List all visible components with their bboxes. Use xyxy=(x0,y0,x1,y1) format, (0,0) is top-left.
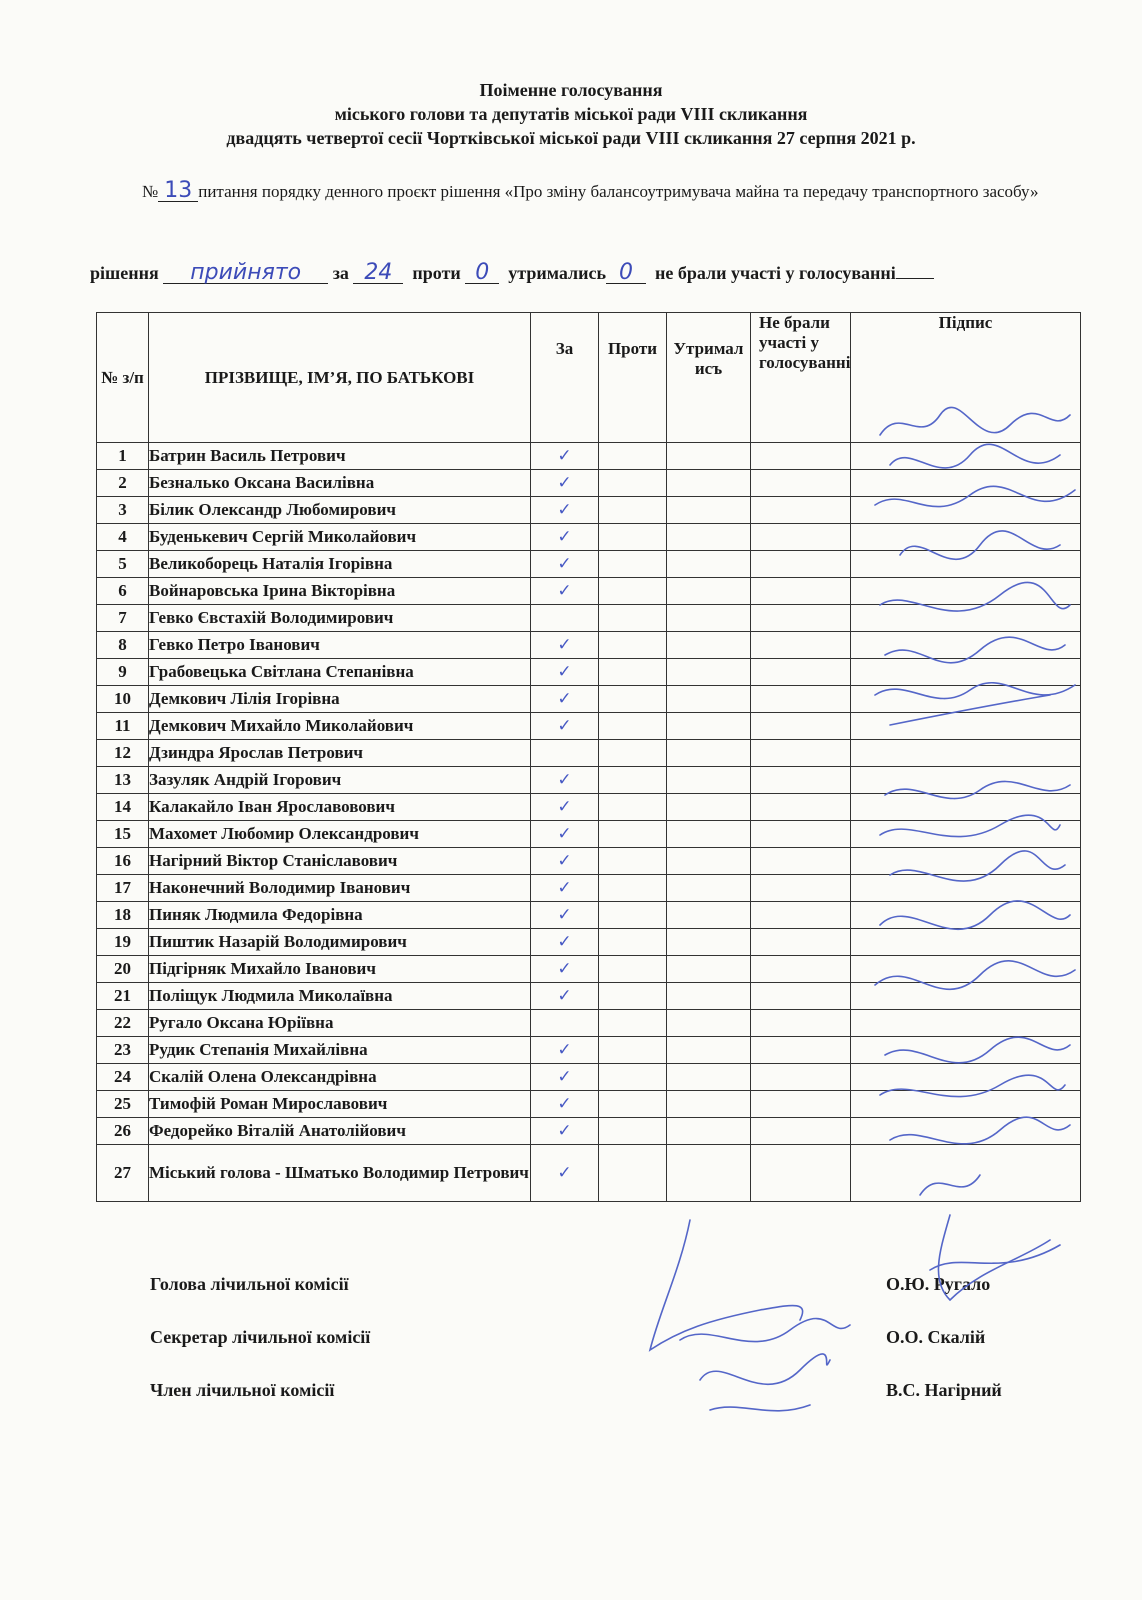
secretary-name: О.О. Скалій xyxy=(886,1327,986,1347)
vote-for-mark: ✓ xyxy=(531,497,599,524)
signature-cell xyxy=(851,821,1081,848)
vote-absent-cell xyxy=(751,605,851,632)
vote-for-mark: ✓ xyxy=(531,686,599,713)
col-absent: Не брали участі у голосуванні xyxy=(751,313,851,443)
vote-for-mark: ✓ xyxy=(531,578,599,605)
member-name: Гевко Петро Іванович xyxy=(149,632,531,659)
table-row xyxy=(97,686,1081,713)
row-number: 21 xyxy=(97,983,149,1010)
row-number: 11 xyxy=(97,713,149,740)
vote-abstain-cell xyxy=(667,659,751,686)
vote-absent-cell xyxy=(751,821,851,848)
vote-for-mark: ✓ xyxy=(531,1118,599,1145)
vote-for-mark: ✓ xyxy=(531,551,599,578)
vote-absent-cell xyxy=(751,470,851,497)
vote-for-mark: ✓ xyxy=(531,821,599,848)
header-subtitle: міського голови та депутатів міської ради VIII скликання xyxy=(334,104,808,124)
vote-against-cell xyxy=(599,686,667,713)
vote-against-cell xyxy=(599,551,667,578)
table-row xyxy=(97,470,1081,497)
member-name: Безналько Оксана Василівна xyxy=(149,470,531,497)
header-session: двадцять четвертої сесії Чортківської міської ради VIII скликання 27 серпня 2021 р. xyxy=(226,128,916,148)
vote-against-cell xyxy=(599,956,667,983)
vote-for-mark: ✓ xyxy=(531,443,599,470)
vote-for-mark: ✓ xyxy=(531,983,599,1010)
vote-absent-cell xyxy=(751,767,851,794)
vote-absent-cell xyxy=(751,686,851,713)
col-name: ПРІЗВИЩЕ, ІМ’Я, ПО БАТЬКОВІ xyxy=(149,313,531,443)
vote-against-cell xyxy=(599,497,667,524)
col-against: Проти xyxy=(599,313,667,443)
vote-abstain-cell xyxy=(667,848,751,875)
row-number: 1 xyxy=(97,443,149,470)
member-name: Рудик Степанія Михайлівна xyxy=(149,1037,531,1064)
vote-for-mark: ✓ xyxy=(531,659,599,686)
row-number: 8 xyxy=(97,632,149,659)
vote-absent-cell xyxy=(751,524,851,551)
vote-absent-cell xyxy=(751,1037,851,1064)
vote-against-cell xyxy=(599,1091,667,1118)
vote-absent-cell xyxy=(751,1118,851,1145)
row-number: 23 xyxy=(97,1037,149,1064)
vote-for-mark: ✓ xyxy=(531,794,599,821)
signature-cell xyxy=(851,470,1081,497)
vote-against-cell xyxy=(599,1037,667,1064)
vote-abstain-cell xyxy=(667,686,751,713)
for-value: 24 xyxy=(353,263,403,284)
commission-signatures xyxy=(620,1210,1080,1450)
row-number: 14 xyxy=(97,794,149,821)
row-number: 9 xyxy=(97,659,149,686)
vote-abstain-cell xyxy=(667,632,751,659)
vote-abstain-cell xyxy=(667,524,751,551)
vote-abstain-cell xyxy=(667,983,751,1010)
document-header xyxy=(0,78,1142,150)
table-row xyxy=(97,848,1081,875)
vote-absent-cell xyxy=(751,983,851,1010)
row-number: 25 xyxy=(97,1091,149,1118)
member-name: Калакайло Іван Ярославовович xyxy=(149,794,531,821)
member-name: Войнаровська Ірина Вікторівна xyxy=(149,578,531,605)
vote-for-mark: ✓ xyxy=(531,875,599,902)
member-name: Підгірняк Михайло Іванович xyxy=(149,956,531,983)
vote-for-mark: ✓ xyxy=(531,1064,599,1091)
vote-absent-cell xyxy=(751,848,851,875)
for-label: за xyxy=(332,263,349,283)
signature-cell xyxy=(851,740,1081,767)
vote-abstain-cell xyxy=(667,551,751,578)
table-row xyxy=(97,632,1081,659)
absent-label: не брали участі у голосуванні xyxy=(655,263,896,283)
signature-cell xyxy=(851,686,1081,713)
vote-absent-cell xyxy=(751,443,851,470)
vote-against-cell xyxy=(599,632,667,659)
signature-cell xyxy=(851,794,1081,821)
vote-against-cell xyxy=(599,659,667,686)
vote-abstain-cell xyxy=(667,821,751,848)
vote-abstain-cell xyxy=(667,1010,751,1037)
vote-table xyxy=(96,312,1081,1202)
table-row xyxy=(97,740,1081,767)
table-row xyxy=(97,605,1081,632)
table-row xyxy=(97,929,1081,956)
row-number: 16 xyxy=(97,848,149,875)
member-name: Демкович Лілія Ігорівна xyxy=(149,686,531,713)
member-name: Демкович Михайло Миколайович xyxy=(149,713,531,740)
row-number: 7 xyxy=(97,605,149,632)
against-value: 0 xyxy=(465,263,499,284)
vote-against-cell xyxy=(599,848,667,875)
header-title: Поіменне голосування xyxy=(479,80,663,100)
member-name: Пиняк Людмила Федорівна xyxy=(149,902,531,929)
signature-cell xyxy=(851,443,1081,470)
member-name: Білик Олександр Любомирович xyxy=(149,497,531,524)
vote-absent-cell xyxy=(751,929,851,956)
member-name: Батрин Василь Петрович xyxy=(149,443,531,470)
table-row xyxy=(97,497,1081,524)
row-number: 3 xyxy=(97,497,149,524)
signature-cell xyxy=(851,983,1081,1010)
vote-against-cell xyxy=(599,470,667,497)
abstain-label: утримались xyxy=(508,263,606,283)
table-row xyxy=(97,659,1081,686)
col-abstain: Утрималисъ xyxy=(667,313,751,443)
signature-cell xyxy=(851,551,1081,578)
row-number: 26 xyxy=(97,1118,149,1145)
vote-abstain-cell xyxy=(667,929,751,956)
vote-for-mark xyxy=(531,740,599,767)
row-number: 15 xyxy=(97,821,149,848)
vote-for-mark: ✓ xyxy=(531,1037,599,1064)
signature-cell xyxy=(851,713,1081,740)
vote-for-mark: ✓ xyxy=(531,632,599,659)
row-number: 6 xyxy=(97,578,149,605)
row-number: 5 xyxy=(97,551,149,578)
member-name: Махомет Любомир Олександрович xyxy=(149,821,531,848)
vote-absent-cell xyxy=(751,497,851,524)
member-name: Наконечний Володимир Іванович xyxy=(149,875,531,902)
table-row xyxy=(97,983,1081,1010)
row-number: 12 xyxy=(97,740,149,767)
signature-cell xyxy=(851,848,1081,875)
vote-abstain-cell xyxy=(667,713,751,740)
vote-absent-cell xyxy=(751,1064,851,1091)
table-row xyxy=(97,902,1081,929)
signature-cell xyxy=(851,956,1081,983)
table-row xyxy=(97,821,1081,848)
vote-abstain-cell xyxy=(667,956,751,983)
col-num: № з/п xyxy=(97,313,149,443)
vote-absent-cell xyxy=(751,794,851,821)
vote-abstain-cell xyxy=(667,794,751,821)
chair-label: Голова лічильної комісії xyxy=(150,1274,349,1294)
vote-absent-cell xyxy=(751,1145,851,1202)
member-name: Нагірний Віктор Станіславович xyxy=(149,848,531,875)
signature-cell xyxy=(851,767,1081,794)
vote-for-mark: ✓ xyxy=(531,524,599,551)
table-row xyxy=(97,1037,1081,1064)
vote-for-mark: ✓ xyxy=(531,956,599,983)
vote-abstain-cell xyxy=(667,470,751,497)
member-name: Федорейко Віталій Анатолійович xyxy=(149,1118,531,1145)
vote-abstain-cell xyxy=(667,740,751,767)
table-row xyxy=(97,875,1081,902)
member-name: Грабовецька Світлана Степанівна xyxy=(149,659,531,686)
vote-for-mark: ✓ xyxy=(531,767,599,794)
vote-for-mark: ✓ xyxy=(531,929,599,956)
vote-abstain-cell xyxy=(667,1118,751,1145)
vote-abstain-cell xyxy=(667,767,751,794)
table-row xyxy=(97,1064,1081,1091)
vote-abstain-cell xyxy=(667,578,751,605)
table-row xyxy=(97,443,1081,470)
row-number: 17 xyxy=(97,875,149,902)
vote-against-cell xyxy=(599,767,667,794)
signature-cell xyxy=(851,1010,1081,1037)
row-number: 13 xyxy=(97,767,149,794)
vote-abstain-cell xyxy=(667,875,751,902)
col-for: За xyxy=(531,313,599,443)
signature-cell xyxy=(851,929,1081,956)
signature-cell xyxy=(851,1037,1081,1064)
signature-cell xyxy=(851,1118,1081,1145)
row-number: 27 xyxy=(97,1145,149,1202)
vote-for-mark: ✓ xyxy=(531,848,599,875)
member-name: Великоборець Наталія Ігорівна xyxy=(149,551,531,578)
vote-for-mark xyxy=(531,1010,599,1037)
row-number: 20 xyxy=(97,956,149,983)
signature-cell xyxy=(851,902,1081,929)
member-name: В.С. Нагірний xyxy=(886,1380,1002,1400)
decision-label: рішення xyxy=(90,263,159,283)
member-name: Зазуляк Андрій Ігорович xyxy=(149,767,531,794)
table-row xyxy=(97,551,1081,578)
table-row xyxy=(97,578,1081,605)
vote-absent-cell xyxy=(751,659,851,686)
vote-against-cell xyxy=(599,875,667,902)
signature-cell xyxy=(851,497,1081,524)
vote-absent-cell xyxy=(751,902,851,929)
table-row xyxy=(97,767,1081,794)
vote-absent-cell xyxy=(751,551,851,578)
vote-for-mark: ✓ xyxy=(531,470,599,497)
vote-abstain-cell xyxy=(667,443,751,470)
signature-cell xyxy=(851,578,1081,605)
signature-cell xyxy=(851,659,1081,686)
against-label: проти xyxy=(412,263,461,283)
vote-absent-cell xyxy=(751,875,851,902)
row-number: 4 xyxy=(97,524,149,551)
col-signature: Підпис xyxy=(851,313,1081,443)
vote-absent-cell xyxy=(751,1010,851,1037)
signature-cell xyxy=(851,1064,1081,1091)
abstain-value: 0 xyxy=(606,263,646,284)
row-number: 24 xyxy=(97,1064,149,1091)
vote-against-cell xyxy=(599,821,667,848)
vote-absent-cell xyxy=(751,956,851,983)
vote-against-cell xyxy=(599,794,667,821)
vote-abstain-cell xyxy=(667,1145,751,1202)
row-number: 10 xyxy=(97,686,149,713)
member-name: Дзиндра Ярослав Петрович xyxy=(149,740,531,767)
vote-absent-cell xyxy=(751,740,851,767)
vote-against-cell xyxy=(599,443,667,470)
row-number: 19 xyxy=(97,929,149,956)
table-row xyxy=(97,1118,1081,1145)
vote-against-cell xyxy=(599,578,667,605)
table-row xyxy=(97,713,1081,740)
signature-cell xyxy=(851,524,1081,551)
secretary-label: Секретар лічильної комісії xyxy=(150,1327,371,1347)
agenda-text: питання порядку денного проєкт рішення «Про зміну балансоутримувача майна та передачу транспортного засобу» xyxy=(198,182,1039,201)
vote-against-cell xyxy=(599,740,667,767)
member-name: Міський голова - Шматько Володимир Петрович xyxy=(149,1145,531,1202)
vote-against-cell xyxy=(599,1010,667,1037)
row-number: 18 xyxy=(97,902,149,929)
vote-against-cell xyxy=(599,605,667,632)
table-row xyxy=(97,1010,1081,1037)
vote-against-cell xyxy=(599,929,667,956)
vote-for-mark: ✓ xyxy=(531,1091,599,1118)
member-name: Поліщук Людмила Миколаївна xyxy=(149,983,531,1010)
vote-abstain-cell xyxy=(667,1091,751,1118)
decision-value: прийнято xyxy=(163,263,328,284)
member-name: Буденькевич Сергій Миколайович xyxy=(149,524,531,551)
row-number: 22 xyxy=(97,1010,149,1037)
vote-for-mark: ✓ xyxy=(531,1145,599,1202)
agenda-item xyxy=(142,180,1072,203)
signature-cell xyxy=(851,875,1081,902)
member-name: Скалій Олена Олександрівна xyxy=(149,1064,531,1091)
agenda-number: 13 xyxy=(158,181,198,202)
vote-against-cell xyxy=(599,902,667,929)
vote-absent-cell xyxy=(751,578,851,605)
table-row xyxy=(97,1145,1081,1202)
absent-value xyxy=(896,278,934,279)
vote-absent-cell xyxy=(751,713,851,740)
vote-against-cell xyxy=(599,983,667,1010)
member-label: Член лічильної комісії xyxy=(150,1380,335,1400)
member-name: Тимофій Роман Мирославович xyxy=(149,1091,531,1118)
vote-against-cell xyxy=(599,524,667,551)
member-name: Ругало Оксана Юріївна xyxy=(149,1010,531,1037)
vote-against-cell xyxy=(599,1145,667,1202)
vote-against-cell xyxy=(599,713,667,740)
vote-absent-cell xyxy=(751,1091,851,1118)
vote-against-cell xyxy=(599,1118,667,1145)
table-row xyxy=(97,956,1081,983)
table-row xyxy=(97,794,1081,821)
signature-cell xyxy=(851,632,1081,659)
member-name: Гевко Євстахій Володимирович xyxy=(149,605,531,632)
vote-abstain-cell xyxy=(667,497,751,524)
decision-line xyxy=(90,260,1090,285)
signature-cell xyxy=(851,1145,1081,1202)
vote-absent-cell xyxy=(751,632,851,659)
agenda-prefix: № xyxy=(142,182,159,201)
table-row xyxy=(97,1091,1081,1118)
signature-cell xyxy=(851,1091,1081,1118)
vote-abstain-cell xyxy=(667,902,751,929)
vote-for-mark: ✓ xyxy=(531,902,599,929)
row-number: 2 xyxy=(97,470,149,497)
vote-abstain-cell xyxy=(667,1037,751,1064)
vote-abstain-cell xyxy=(667,1064,751,1091)
vote-for-mark xyxy=(531,605,599,632)
vote-against-cell xyxy=(599,1064,667,1091)
vote-for-mark: ✓ xyxy=(531,713,599,740)
table-row xyxy=(97,524,1081,551)
member-name: Пиштик Назарій Володимирович xyxy=(149,929,531,956)
vote-abstain-cell xyxy=(667,605,751,632)
signature-cell xyxy=(851,605,1081,632)
chair-name: О.Ю. Ругало xyxy=(886,1274,991,1294)
